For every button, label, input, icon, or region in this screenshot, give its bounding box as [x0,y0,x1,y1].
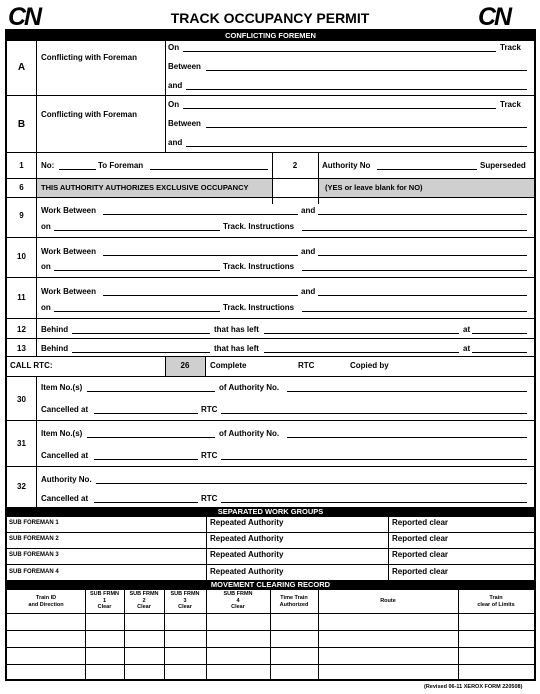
row-letter-a: A [17,62,26,73]
behind-field-13[interactable] [72,352,210,353]
reported-clear-1: Reported clear [392,518,449,527]
and-label-10: and [301,247,316,256]
form-title: TRACK OCCUPANCY PERMIT [170,10,370,26]
row-letter-b: B [17,119,26,130]
and-field-11[interactable] [318,295,527,296]
and-field-a[interactable] [186,89,527,90]
cancelled-at-label-31: Cancelled at [41,451,89,460]
on-field-9[interactable] [54,230,220,231]
work-between-label-10: Work Between [41,247,96,256]
work-between-field-10[interactable] [103,255,298,256]
and-field-9[interactable] [318,214,527,215]
work-between-label-9: Work Between [41,206,96,215]
item-no-label-31: Item No.(s) [41,429,83,438]
col-route: Route [380,598,396,604]
repeated-authority-4: Repeated Authority [210,567,284,576]
on-field-a[interactable] [183,51,496,52]
track-label-a: Track [500,43,521,52]
line-number-1: 1 [19,161,24,170]
behind-label-12: Behind [41,325,69,334]
rtc-label-31: RTC [201,451,218,460]
col-sub-frmn-1: SUB FRMN 1 Clear [89,591,120,610]
on-field-11[interactable] [54,311,220,312]
exclusive-occupancy-label: THIS AUTHORITY AUTHORIZES EXCLUSIVE OCCUPANCY [41,183,249,192]
col-train-clear-of-limits: Train clear of Limits [477,595,515,608]
call-rtc-label: CALL RTC: [10,361,53,370]
item-no-field-30[interactable] [87,391,215,392]
track-instructions-field-9[interactable] [302,230,527,231]
no-field[interactable] [59,169,96,170]
of-authority-label-31: of Authority No. [219,429,280,438]
movement-clearing-record-title: MOVEMENT CLEARING RECORD [7,580,534,589]
rtc-label: RTC [298,361,315,370]
authority-no-field-32[interactable] [96,483,527,484]
track-instructions-field-11[interactable] [302,311,527,312]
on-field-b[interactable] [183,108,496,109]
line-number-10: 10 [17,252,26,261]
rtc-field-32[interactable] [221,502,527,503]
cancelled-at-field-32[interactable] [94,502,198,503]
conflicting-label-a: Conflicting with Foreman [41,53,137,62]
col-train-id: Train ID and Direction [28,595,64,608]
conflicting-section-title: CONFLICTING FOREMEN [7,31,534,40]
col-sub-frmn-2: SUB FRMN 2 Clear [129,591,159,610]
behind-field-12[interactable] [72,333,210,334]
line-number-2: 2 [292,161,298,170]
on-label-b: On [168,100,180,109]
at-label-12: at [463,325,471,334]
rtc-label-32: RTC [201,494,218,503]
reported-clear-4: Reported clear [392,567,449,576]
rtc-label-30: RTC [201,405,218,414]
line-number-6: 6 [19,183,24,192]
authority-no-label-32: Authority No. [41,475,92,484]
cancelled-at-field-31[interactable] [94,459,198,460]
sub-foreman-4-label: SUB FOREMAN 4 [9,569,59,575]
track-instructions-label-9: Track. Instructions [223,222,295,231]
sub-foreman-2-label: SUB FOREMAN 2 [9,536,59,542]
of-authority-field-30[interactable] [287,391,527,392]
reported-clear-3: Reported clear [392,550,449,559]
line-number-32: 32 [17,482,26,491]
line-number-12: 12 [17,325,26,334]
repeated-authority-1: Repeated Authority [210,518,284,527]
line-number-9: 9 [19,211,24,220]
of-authority-label-30: of Authority No. [219,383,280,392]
cancelled-at-field-30[interactable] [94,413,198,414]
line-number-13: 13 [17,344,26,353]
cn-logo-left: CN [8,3,41,31]
cn-logo-right: CN [478,3,511,31]
sub-foreman-3-label: SUB FOREMAN 3 [9,552,59,558]
item-no-field-31[interactable] [87,437,215,438]
has-left-field-12[interactable] [264,333,459,334]
and-field-10[interactable] [318,255,527,256]
exclusive-occupancy-field[interactable] [273,179,318,197]
line-number-30: 30 [17,395,26,404]
between-field-b[interactable] [206,127,527,128]
work-between-field-9[interactable] [103,214,298,215]
superseded-label: Superseded [480,161,526,170]
item-no-label-30: Item No.(s) [41,383,83,392]
cancelled-at-label-32: Cancelled at [41,494,89,503]
cancelled-at-label-30: Cancelled at [41,405,89,414]
repeated-authority-2: Repeated Authority [210,534,284,543]
and-field-b[interactable] [186,146,527,147]
on-label-10: on [41,262,51,271]
on-label-11: on [41,303,51,312]
reported-clear-2: Reported clear [392,534,449,543]
copied-by-label: Copied by [350,361,389,370]
authority-no-field[interactable] [377,169,477,170]
work-between-label-11: Work Between [41,287,96,296]
at-label-13: at [463,344,471,353]
has-left-label-12: that has left [214,325,259,334]
line-number-11: 11 [17,293,26,302]
authority-no-label: Authority No [322,161,371,170]
track-instructions-label-10: Track. Instructions [223,262,295,271]
to-foreman-field[interactable] [150,169,268,170]
on-label-a: On [168,43,180,52]
between-field-a[interactable] [206,70,527,71]
conflicting-label-b: Conflicting with Foreman [41,110,137,119]
and-label-b: and [168,138,183,147]
col-time-train-authorized: Time Train Authorized [279,595,309,608]
between-label-b: Between [168,119,201,128]
repeated-authority-3: Repeated Authority [210,550,284,559]
track-label-b: Track [500,100,521,109]
and-label-9: and [301,206,316,215]
rtc-field-30[interactable] [221,413,527,414]
track-instructions-label-11: Track. Instructions [223,303,295,312]
and-label-a: and [168,81,183,90]
track-instructions-field-10[interactable] [302,270,527,271]
at-field-13[interactable] [472,352,527,353]
has-left-label-13: that has left [214,344,259,353]
exclusive-occupancy-note: (YES or leave blank for NO) [325,183,423,192]
sub-foreman-1-label: SUB FOREMAN 1 [9,520,59,526]
has-left-field-13[interactable] [264,352,459,353]
behind-label-13: Behind [41,344,69,353]
of-authority-field-31[interactable] [287,437,527,438]
at-field-12[interactable] [472,333,527,334]
col-sub-frmn-4: SUB FRMN 4 Clear [223,591,253,610]
on-label-9: on [41,222,51,231]
between-label-a: Between [168,62,201,71]
line-number-26: 26 [180,361,190,370]
revision-note: (Revised 06-11 XEROX FORM 220508) [424,684,523,690]
and-label-11: and [301,287,316,296]
complete-label: Complete [210,361,247,370]
line-number-31: 31 [17,439,26,448]
col-sub-frmn-3: SUB FRMN 3 Clear [170,591,200,610]
no-label: No: [41,161,55,170]
work-between-field-11[interactable] [103,295,298,296]
rtc-field-31[interactable] [221,459,527,460]
to-foreman-label: To Foreman [98,161,144,170]
on-field-10[interactable] [54,270,220,271]
separated-work-groups-title: SEPARATED WORK GROUPS [7,507,534,516]
